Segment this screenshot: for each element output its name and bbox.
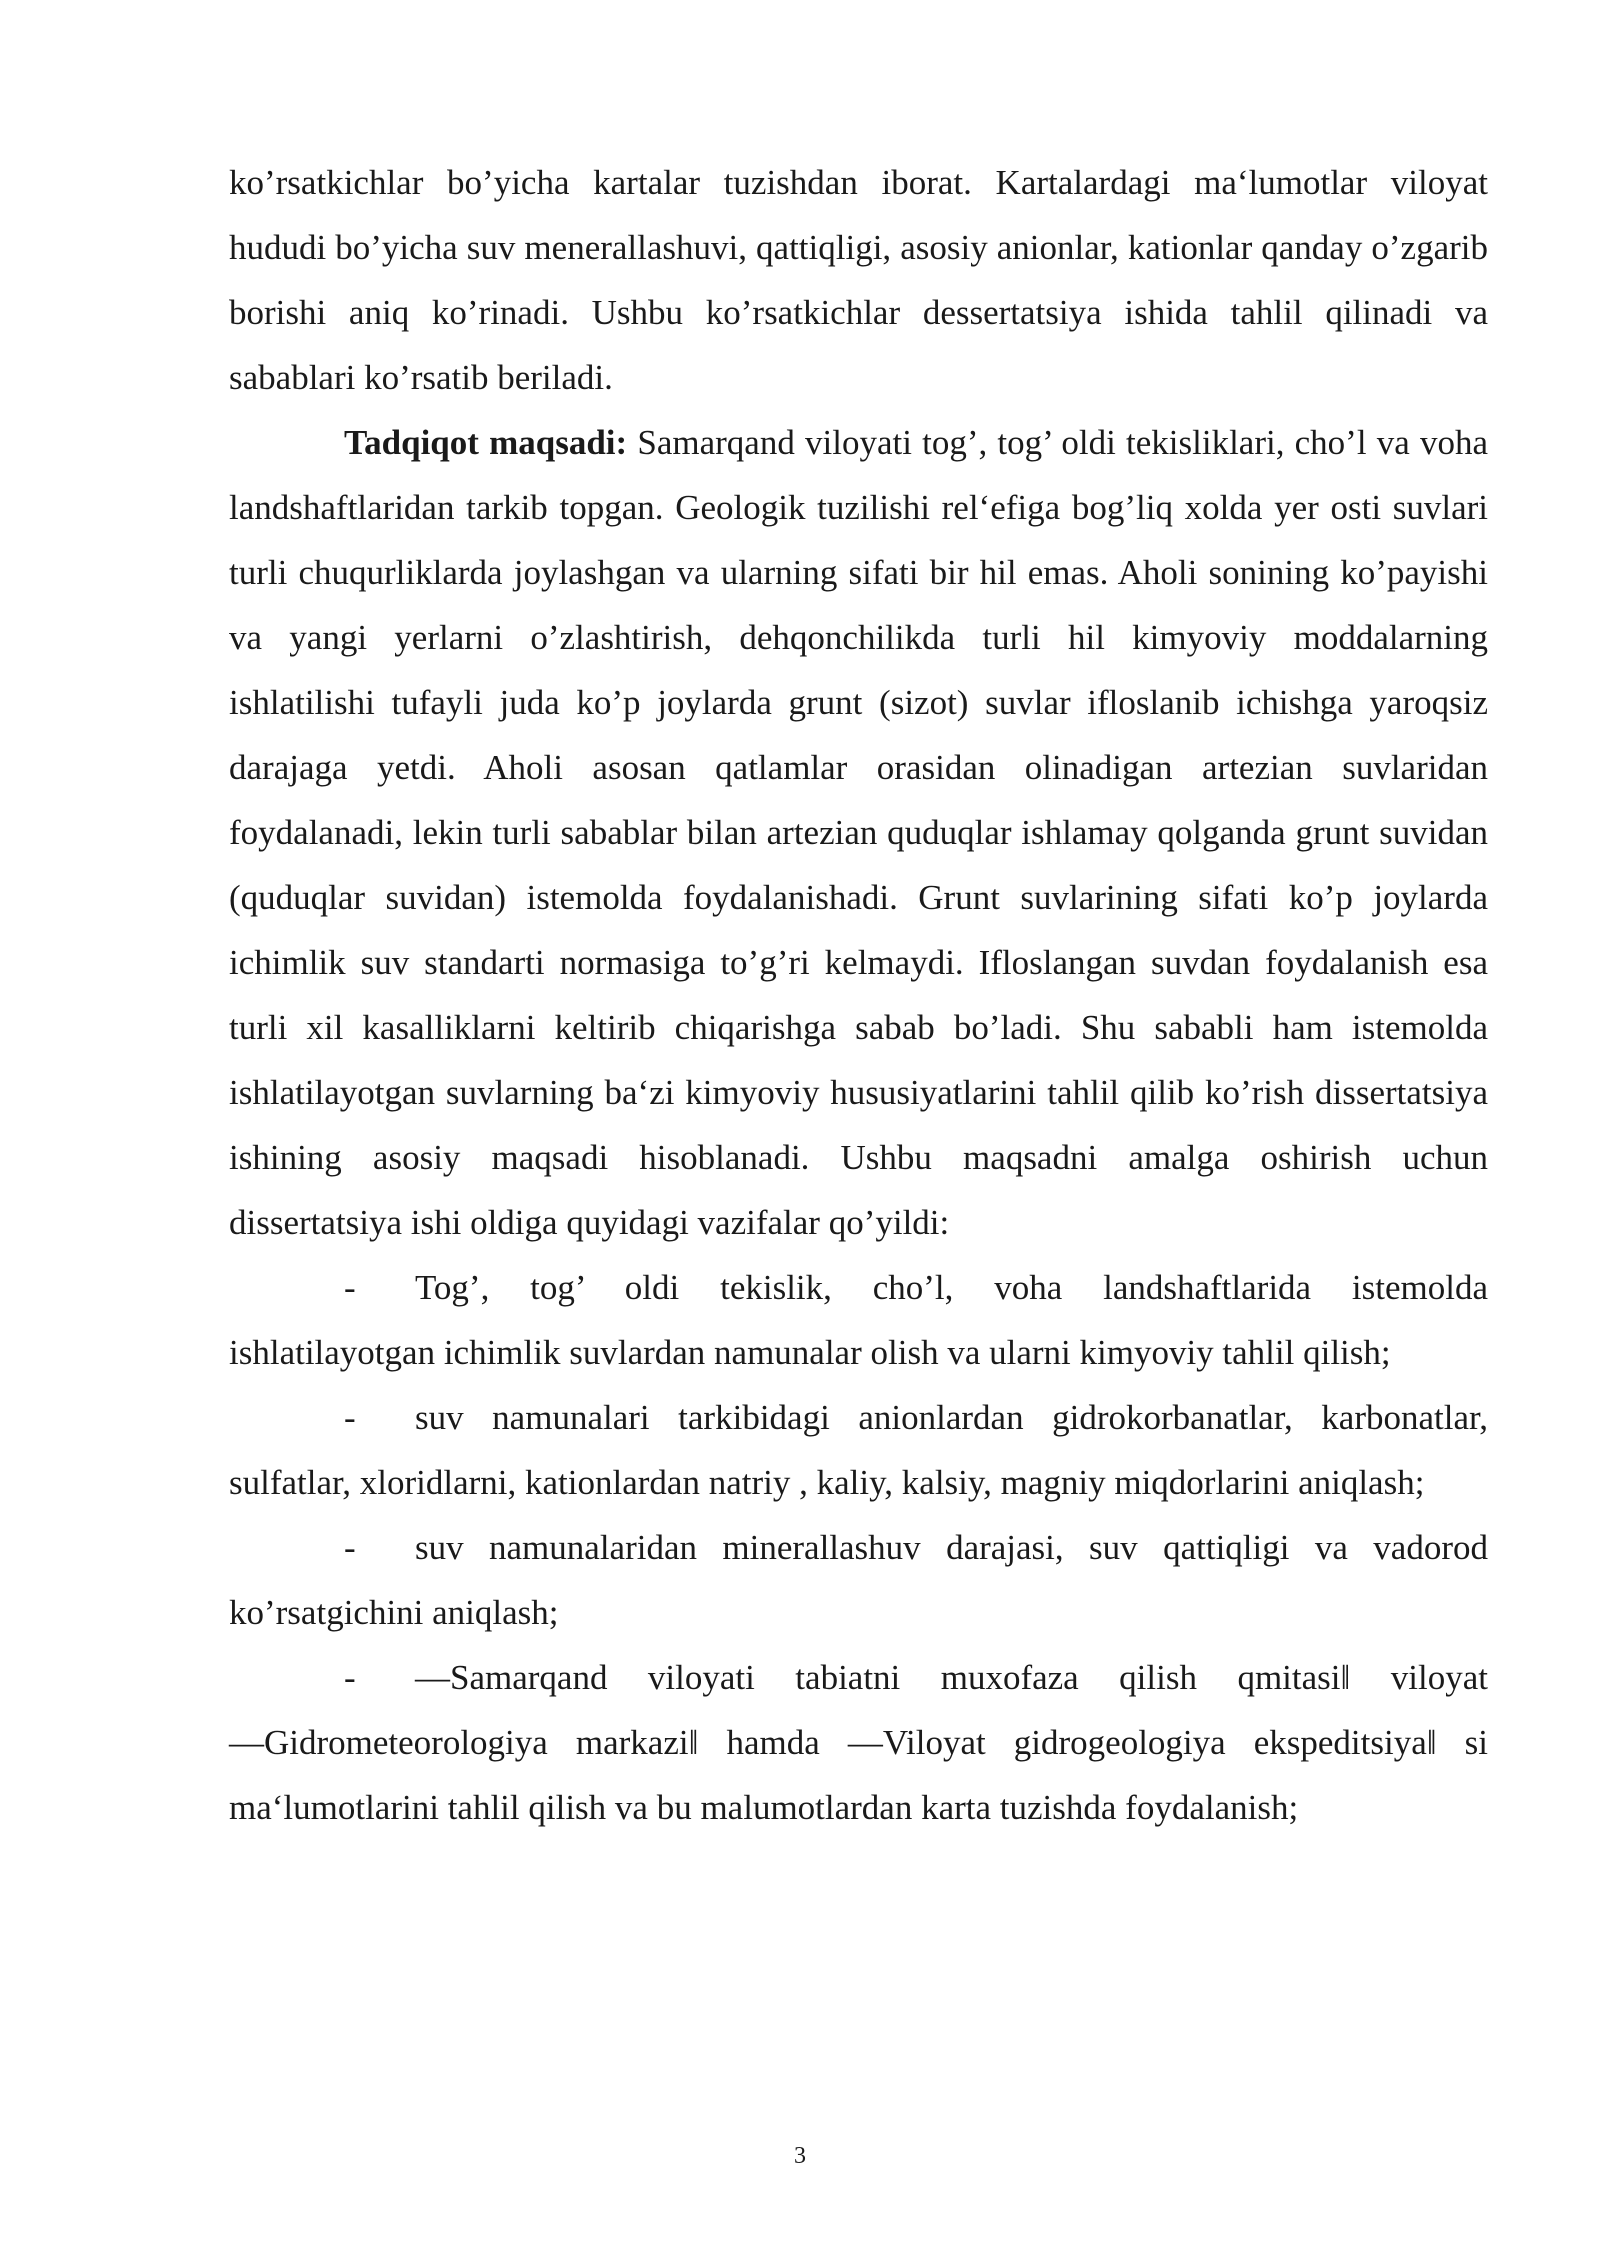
list-dash: - bbox=[344, 1268, 356, 1307]
list-item-continuation: ishlatilayotgan ichimlik suvlardan namunalar olish va ularni kimyoviy tahlil qilish; bbox=[229, 1333, 1391, 1372]
list-item-first-line: suv namunalaridan minerallashuv darajasi, suv qattiqligi va vadorod bbox=[415, 1528, 1488, 1567]
list-item-continuation: sulfatlar, xloridlarni, kationlardan natriy , kaliy, kalsiy, magniy miqdorlarini aniqlash; bbox=[229, 1463, 1425, 1502]
list-dash: - bbox=[344, 1658, 356, 1697]
list-item bbox=[229, 1255, 1488, 1385]
list-item bbox=[229, 1515, 1488, 1645]
list-item-first-line: ―Samarqand viloyati tabiatni muxofaza qilish qmitasi‖ viloyat bbox=[415, 1658, 1488, 1697]
list-item-first-line: Tog’, tog’ oldi tekislik, cho’l, voha landshaftlarida istemolda bbox=[415, 1268, 1488, 1307]
paragraph-intro: ko’rsatkichlar bo’yicha kartalar tuzishdan iborat. Kartalardagi ma‘lumotlar viloyat hududi bo’yicha suv menerallashuvi, qattiqligi, asosiy anionlar, kationlar qanday o’zgarib borishi aniq ko’rinadi. Ushbu ko’rsatkichlar dessertatsiya ishida tahlil qilinadi va sabablari ko’rsatib beriladi. bbox=[229, 163, 1488, 397]
list-item-continuation: ko’rsatgichini aniqlash; bbox=[229, 1593, 559, 1632]
list-dash: - bbox=[344, 1528, 356, 1567]
page-number: 3 bbox=[794, 2143, 806, 2169]
list-item bbox=[229, 1645, 1488, 1840]
list-item-first-line: suv namunalari tarkibidagi anionlardan gidrokorbanatlar, karbonatlar, bbox=[415, 1398, 1488, 1437]
list-dash: - bbox=[344, 1398, 356, 1437]
list-item-continuation: ―Gidrometeorologiya markazi‖ hamda ―Viloyat gidrogeologiya ekspeditsiya‖ si ma‘lumotlarini tahlil qilish va bu malumotlardan karta tuzishda foydalanish; bbox=[229, 1723, 1488, 1827]
paragraph-research-goal bbox=[229, 410, 1488, 1255]
research-goal-label: Tadqiqot maqsadi: bbox=[344, 423, 628, 462]
body-text bbox=[229, 150, 1488, 1840]
research-goal-text: Samarqand viloyati tog’, tog’ oldi tekisliklari, cho’l va voha landshaftlaridan tarkib topgan. Geologik tuzilishi rel‘efiga bog’liq xolda yer osti suvlari turli chuqurliklarda joylashgan va ularning sifati bir hil emas. Aholi sonining ko’payishi va yangi yerlarni o’zlashtirish, dehqonchilikda turli hil kimyoviy moddalarning ishlatilishi tufayli juda ko’p joylarda grunt (sizot) suvlar ifloslanib ichishga yaroqsiz darajaga yetdi. Aholi asosan qatlamlar orasidan olinadigan artezian suvlaridan foydalanadi, lekin turli sabablar bilan artezian quduqlar ishlamay qolganda grunt suvidan (quduqlar suvidan) istemolda foydalanishadi. Grunt suvlarining sifati ko’p joylarda ichimlik suv standarti normasiga to’g’ri kelmaydi. Ifloslangan suvdan foydalanish esa turli xil kasalliklarni keltirib chiqarishga sabab bo’ladi. Shu sababli ham istemolda ishlatilayotgan suvlarning ba‘zi kimyoviy hususiyatlarini tahlil qilib ko’rish dissertatsiya ishining asosiy maqsadi hisoblanadi. Ushbu maqsadni amalga oshirish uchun dissertatsiya ishi oldiga quyidagi vazifalar qo’yildi: bbox=[229, 423, 1488, 1242]
list-item bbox=[229, 1385, 1488, 1515]
